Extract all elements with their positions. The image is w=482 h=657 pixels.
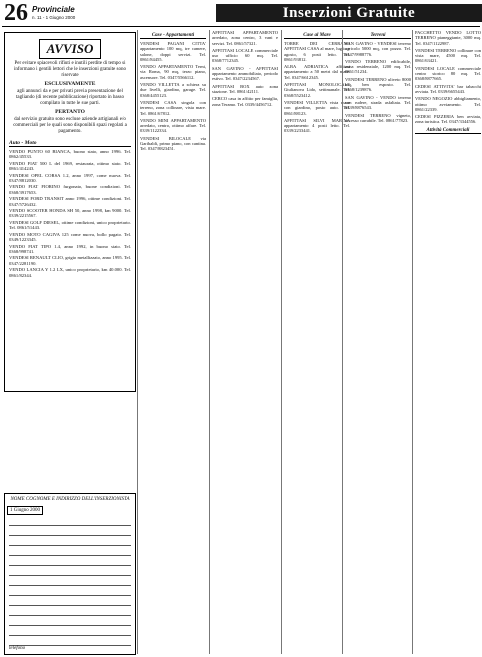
classified-ad: ALBA ADRIATICA affittasi appartamento a 50 metri dal mare. Tel. 0347/6612345. [284, 64, 350, 80]
page-header [2, 2, 480, 26]
classified-ad: VENDO LANCIA Y 1.2 LX, unico proprietario, km 40.000. Tel. 0861/82344. [9, 267, 131, 278]
column-2-list [140, 41, 206, 152]
classified-ad: VENDO FIAT 500 L del 1969, restaurata, ottimo stato. Tel. 0861/414243. [9, 160, 131, 172]
section-auto-moto: Auto - Moto [9, 140, 131, 147]
classified-ad: VENDESI CASA singola con terreno, zona collinare, vista mare. Tel. 0861/67812. [140, 99, 206, 116]
column-divider [281, 30, 282, 654]
classified-ad: AFFITTASI LOCALE commerciale uso ufficio 60 mq. Tel. 0368/7712345. [212, 47, 278, 64]
classified-ad: VENDO FIAT FIORINO furgonato, buone condizioni. Tel. 0368/3917653. [9, 184, 131, 195]
ads-column-3 [212, 30, 278, 654]
classified-ad: VENDESI RENAULT CLIO, grigio metallizzato, anno 1995. Tel. 0347/2281190. [9, 255, 131, 266]
column-divider [412, 30, 413, 654]
category-case-mare: Case al Mare [284, 33, 350, 39]
classified-ad: AFFITTASI APPARTAMENTO arredato, zona centro, 3 vani e servizi. Tel. 0861/57321. [212, 30, 278, 46]
classified-ad: VENDO MOTO CAGIVA 125 come nuova, bollo pagato. Tel. 0349/1223345. [9, 231, 131, 243]
classified-ad: VENDO NEGOZIO abbigliamento, ottimo avviamento. Tel. 0861/22339. [415, 96, 481, 112]
category-attivita: Attività Commerciali [415, 128, 481, 134]
coupon-date: 1 Giugno 2000 [7, 506, 43, 515]
category-case: Case - Appartamenti [140, 33, 206, 39]
classified-ad: CEDESI ATTIVITA' bar tabacchi avviata. Tel. 0339/6655443. [415, 83, 481, 94]
category-terreni: Terreni [345, 33, 411, 39]
ads-column-5 [345, 30, 411, 654]
classified-ad: VENDESI FORD TRANSIT anno 1996, ottime condizioni. Tel. 0347/5726432. [9, 196, 131, 207]
coupon-phone-label: telefono [9, 646, 26, 651]
publication-logo: Provinciale [32, 5, 75, 14]
auto-moto-list [5, 149, 135, 278]
classified-ad: CEDESI PIZZERIA ben avviata, zona turistica. Tel. 0347/3344556. [415, 114, 481, 125]
classified-ad: AFFITTASI SILVI MARINA appartamento 4 posti letto. Tel. 0339/2233441. [284, 117, 350, 134]
column-divider [137, 30, 138, 654]
notice-text-2: ESCLUSIVAMENTE [44, 81, 96, 87]
header-rule [2, 26, 480, 27]
classified-ad: VENDESI TERRENO uliveto 8000 mq, ben esposto. Tel. 0368/1239876. [345, 76, 411, 93]
classified-ad: VENDO TERRENO edificabile, zona residenziale, 1200 mq. Tel. 0861/51234. [345, 58, 411, 75]
classified-ad: VENDESI OPEL CORSA 1.2, anno 1997, come nuova. Tel. 0347/8812030. [9, 172, 131, 184]
notice-text-3: agli annunci da e per privati previa presentazione del tagliando (di recente pubblicazione) riportato in basso compilato in tutte le sue parti. [15, 89, 125, 106]
classified-ad: AFFITTASI BOX auto zona stazione. Tel. 0861/42111. [212, 83, 278, 94]
page-number: 26 [4, 0, 28, 26]
notice-text-5: dal servizio gratuito sono escluse aziende artigianali e/o commerciali per le quali sono disponibili spazi regolati a pagamento. [13, 117, 127, 134]
classified-ad: VENDESI VILLETTA vista mare con giardino, posto auto. Tel. 0861/88123. [284, 99, 350, 116]
classified-ad: VENDESI TERRENO collinare con vista mare, 4500 mq. Tel. 0861/63421. [415, 47, 481, 64]
column-4-list [284, 41, 350, 134]
classified-ad: VENDO PUNTO 60 BIANCA, buono stato, anno 1996. Tel. 0862/45533. [9, 149, 131, 160]
notice-text-4: PERTANTO [55, 109, 85, 115]
classified-ad: VENDO FIAT TIPO 1.4, anno 1992, in buono stato. Tel. 0368/998741. [9, 243, 131, 254]
ads-column-6 [415, 30, 481, 654]
ads-column-2 [140, 30, 206, 654]
classified-ad: VENDO APPARTAMENTO Terni, via Roma, 90 mq, terzo piano, ascensore. Tel. 0347/5566112. [140, 64, 206, 80]
coupon-write-lines[interactable] [9, 516, 131, 646]
classified-ad: TORRE DEI CERRANO AFFITTASI CASA al mare, luglio e agosto, 6 posti letto. Tel. 0861/93812. [284, 41, 350, 62]
classified-ad: PACCHETTO VENDO LOTTO TERRENO pianeggiante, 3000 mq. Tel. 0347/1122987. [415, 30, 481, 46]
coupon-form [4, 493, 136, 655]
notice-text-1: Per evitare spiacevoli rifiuti e inutili perdite di tempo si informano i gentili lettori che le inserzioni gratuite sono riservate [14, 61, 126, 78]
column-divider [209, 30, 210, 654]
classified-ad: VENDO SCOOTER HONDA SH 50, anno 1998, km 9000. Tel. 0339/2215567. [9, 208, 131, 219]
classified-ad: VENDESI PAGANI CITTA' appartamento 100 mq, tre camere, salone, doppi servizi. Tel. 0861/84455. [140, 41, 206, 62]
section-banner: Inserzioni Gratuite [216, 4, 482, 22]
column-6-list [415, 30, 481, 125]
classified-ad: VENDESI LOCALE commerciale centro storico 80 mq. Tel. 0368/8877665. [415, 65, 481, 82]
column-3-list [212, 30, 278, 107]
classified-ad: SAN GAVINO - AFFITTASI appartamento ammobiliato, periodo estivo. Tel. 0347/2234567. [212, 65, 278, 82]
coupon-title: NOME COGNOME E INDIRIZZO DELL'INSERZIONISTA [10, 497, 130, 502]
notice-title: AVVISO [39, 39, 101, 59]
column-divider [342, 30, 343, 654]
classified-ad: VENDO VILLETTA a schiera su due livelli, giardino, garage. Tel. 0368/4455123. [140, 82, 206, 98]
classified-ad: VENDESI BILOCALE via Garibaldi, primo piano, con cantina. Tel. 0347/8823451. [140, 135, 206, 152]
ads-column-4 [284, 30, 350, 654]
column-5-list [345, 41, 411, 123]
classified-ad: SAN GAVINO - VENDESI terreno agricolo 5000 mq, con pozzo. Tel. 0347/9988776. [345, 41, 411, 57]
classified-ad: VENDO MINI APPARTAMENTO arredato, centro, ottimo affare. Tel. 0339/1122334. [140, 117, 206, 134]
notice-box [4, 32, 136, 392]
classified-ad: SAN GAVINO - VENDO terreno con rudere, strada asfaltata. Tel. 0339/8876543. [345, 94, 411, 111]
classified-ad: CERCO casa in affitto per famiglia, zona Teramo. Tel. 0339/4456712. [212, 96, 278, 107]
classified-ad: VENDESI GOLF DIESEL, ottime condizioni, unico proprietario. Tel. 0861/51443. [9, 219, 131, 231]
classified-ad: AFFITTASI MONOLOCALE Giulianova Lido, settimanale. Tel. 0368/5523412. [284, 82, 350, 98]
issue-date: n. 11 - 1 Giugno 2000 [32, 15, 76, 20]
classified-ad: VENDESI TERRENO vigneto, accesso carrabile. Tel. 0861/77823. [345, 112, 411, 123]
